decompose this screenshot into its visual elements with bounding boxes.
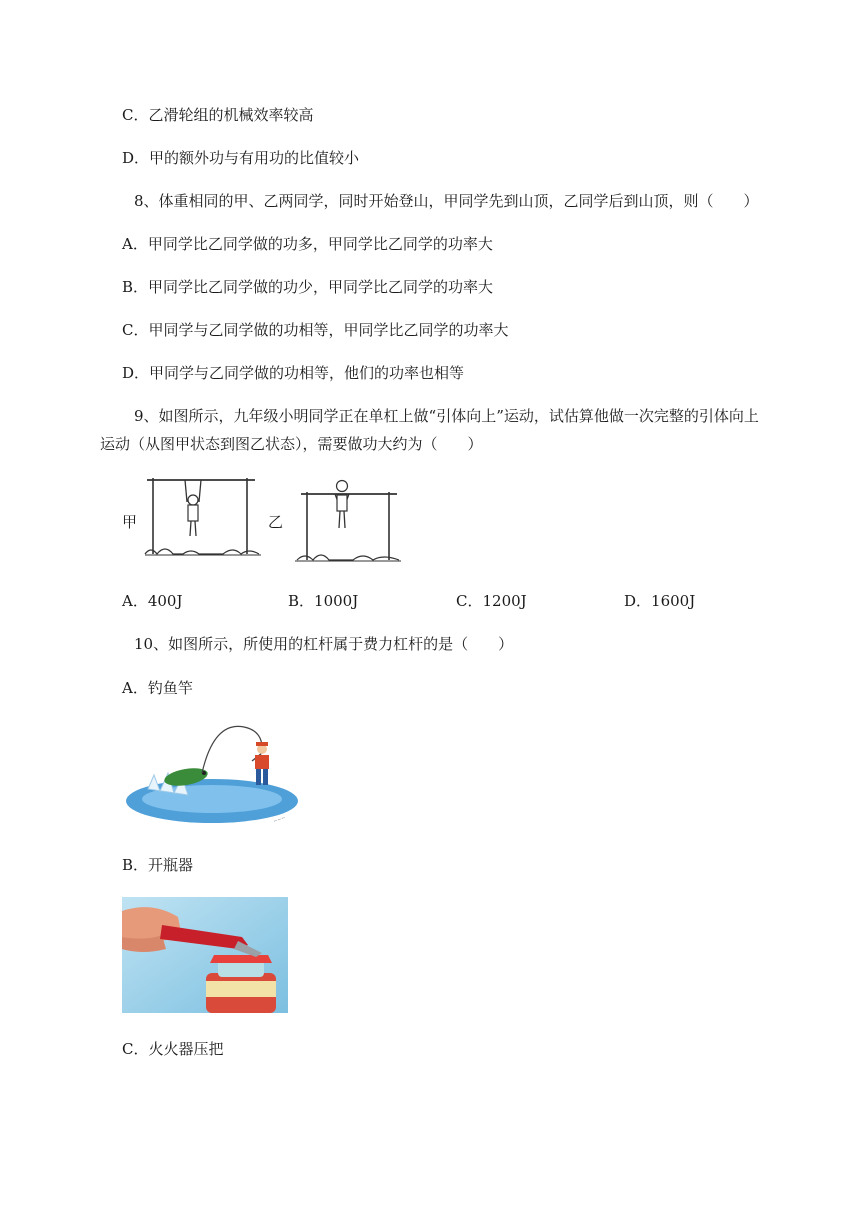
- q7-option-c: C．乙滑轮组的机械效率较高: [122, 106, 314, 124]
- q10-option-a: A．钓鱼竿: [122, 679, 193, 697]
- q8-stem: 8、体重相同的甲、乙两同学，同时开始登山，甲同学先到山顶，乙同学后到山顶，则（ ）: [134, 192, 759, 210]
- q9-stem-line1: 9、如图所示，九年级小明同学正在单杠上做“引体向上”运动，试估算他做一次完整的引体向上: [134, 407, 759, 425]
- q9-option-b: B．1000J: [288, 592, 359, 610]
- q10-option-b: B．开瓶器: [122, 856, 194, 874]
- fishing-rod-image: [124, 715, 300, 831]
- q8-option-b: B．甲同学比乙同学做的功少，甲同学比乙同学的功率大: [122, 278, 494, 296]
- q8-option-d: D．甲同学与乙同学做的功相等，他们的功率也相等: [122, 364, 465, 382]
- q10-option-c: C．火火器压把: [122, 1040, 224, 1058]
- q9-option-d: D．1600J: [624, 592, 696, 610]
- q10-stem: 10、如图所示，所使用的杠杆属于费力杠杆的是（ ）: [134, 635, 514, 653]
- svg-text:~~~: ~~~: [272, 814, 287, 825]
- q8-option-c: C．甲同学与乙同学做的功相等，甲同学比乙同学的功率大: [122, 321, 509, 339]
- pull-up-figure-jia: [143, 470, 263, 562]
- bottle-opener-image: [122, 897, 288, 1013]
- q7-option-d: D．甲的额外功与有用功的比值较小: [122, 149, 360, 167]
- pull-up-figure-yi: [293, 474, 403, 566]
- figure-label-yi: 乙: [268, 513, 284, 531]
- q9-option-a: A．400J: [122, 592, 183, 610]
- q9-option-c: C．1200J: [456, 592, 527, 610]
- figure-label-jia: 甲: [122, 513, 138, 531]
- q9-stem-line2: 运动（从图甲状态到图乙状态），需要做功大约为（ ）: [100, 435, 483, 453]
- q8-option-a: A．甲同学比乙同学做的功多，甲同学比乙同学的功率大: [122, 235, 493, 253]
